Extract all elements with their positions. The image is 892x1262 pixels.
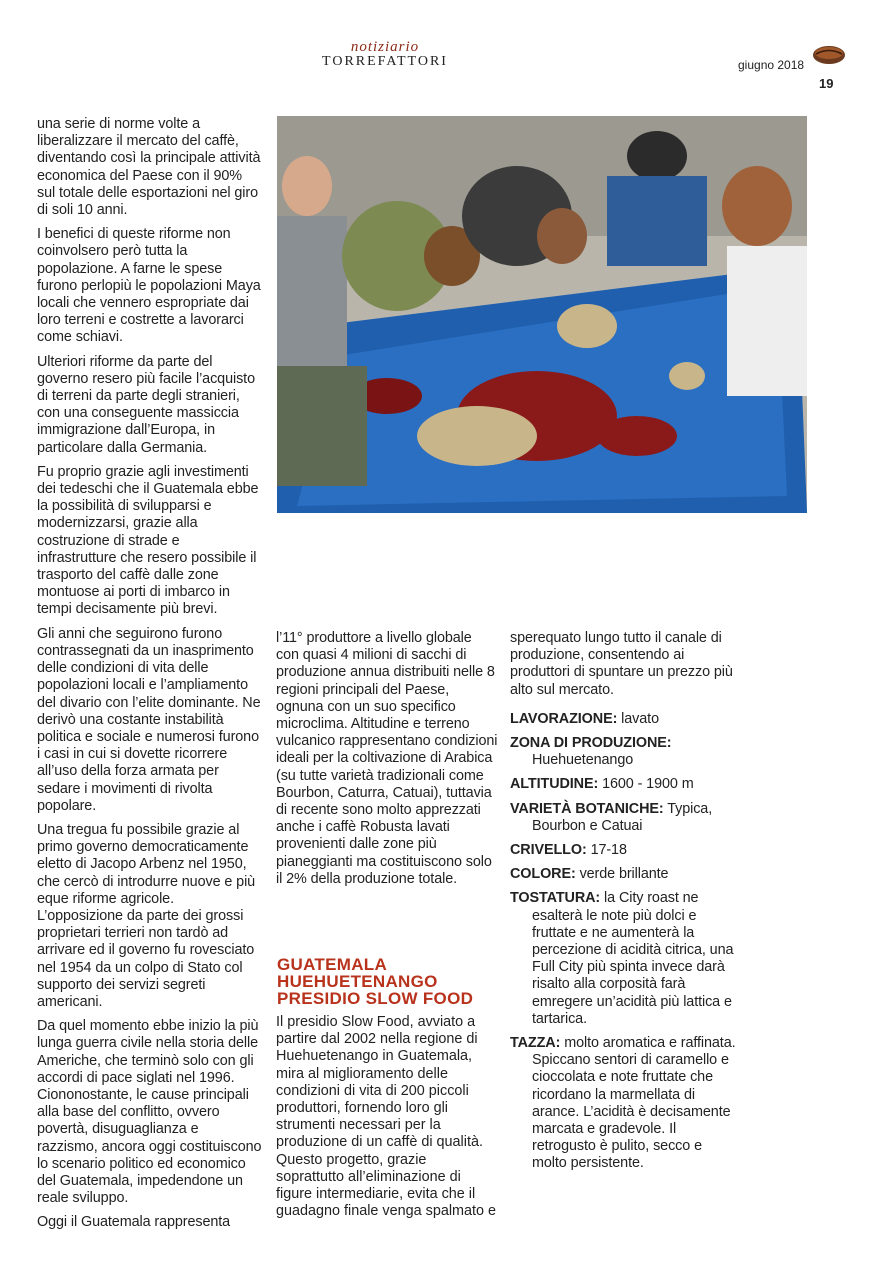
paragraph: sperequato lungo tutto il canale di produzione, consentendo ai produttori di spuntare un prezzo più alto sul mercato. <box>510 630 733 698</box>
spec-label: COLORE: <box>510 866 576 883</box>
spec-tostatura <box>510 890 740 1028</box>
paragraph: Gli anni che seguirono furono contrassegnati da un inasprimento delle condizioni di vita delle popolazioni locali e l’ampliamento del divario con l’elite dominante. Ne derivò una costante instabilità politica e sociale e numerosi furono i casi in cui si dovette ricorrere all’uso della forza armata per sedare i movimenti di rivolta popolare. <box>37 625 261 814</box>
spec-label: CRIVELLO: <box>510 842 587 859</box>
spec-value: 1600 - 1900 m <box>602 776 694 793</box>
spec-value: Huehuetenango <box>532 752 634 769</box>
issue-date: giugno 2018 <box>738 58 805 72</box>
section-title-line: PRESIDIO SLOW FOOD <box>277 989 474 1008</box>
paragraph: Da quel momento ebbe inizio la più lunga guerra civile nella storia delle Americhe, che terminò solo con gli accordi di pace siglati nel 1996. Ciononostante, le cause principali alla base del conflitto, ovvero povertà, disuguaglianza e razzismo, ancora oggi costituiscono lo scenario politico ed economico del Guatemala, impedendone un reale sviluppo. <box>37 1018 262 1207</box>
section-title-line: HUEHUETENANGO <box>277 972 438 991</box>
spec-varieta <box>510 801 740 835</box>
spec-value: 17-18 <box>590 842 627 859</box>
section-title <box>277 956 502 1007</box>
spec-label: LAVORAZIONE: <box>510 710 618 727</box>
masthead-bottom: TORREFATTORI <box>322 54 448 69</box>
spec-tazza <box>510 1035 740 1173</box>
section-title-line: GUATEMALA <box>277 955 388 974</box>
paragraph: l’11° produttore a livello globale con quasi 4 milioni di sacchi di produzione annua distribuiti nelle 8 regioni principali del Paese, ognuna con un suo specifico microclima. Altitudine e terreno vulcanico rappresentano condizioni ideali per la coltivazione di Arabica (su tutte varietà tradizionali come Bourbon, Caturra, Catuai), tuttavia di recente sono molto apprezzati anche i caffè Robusta lavati provenienti dalle zone più pianeggianti ma costituiscono solo il 2% della produzione totale. <box>276 630 498 887</box>
spec-lavorazione <box>510 711 740 728</box>
spec-value: la City roast ne esalterà le note più dolci e fruttate e ne aumenterà la percezione di acidità citrica, una Full City più spinta invece darà risalto alla corposità farà emregere un’acidità più lattica e tartarica. <box>532 890 734 1027</box>
slow-food-text <box>276 1014 498 1220</box>
column-2 <box>276 630 498 895</box>
masthead-top: notiziario <box>350 39 420 55</box>
spec-label: VARIETÀ BOTANICHE: <box>510 800 664 817</box>
paragraph: Ulteriori riforme da parte del governo resero più facile l’acquisto di terreni da parte degli stranieri, con una conseguente massiccia immigrazione dall’Europa, in particolare dalla Germania. <box>37 353 255 456</box>
paragraph: una serie di norme volte a liberalizzare il mercato del caffè, diventando così la principale attività economica del Paese con il 90% sul totale delle esportazioni nel giro di soli 10 anni. <box>37 116 261 219</box>
paragraph: Una tregua fu possibile grazie al primo governo democraticamente eletto di Jacopo Arbenz nel 1950, che cercò di introdurre nuove e più eque riforme agricole. L’opposizione da parte dei grossi proprietari terrieri non tardò ad arrivare ed il governo fu rovesciato nel 1954 da un colpo di Stato col supporto dei servizi segreti americani. <box>37 821 256 1010</box>
column-1 <box>37 116 262 1239</box>
masthead <box>300 40 470 70</box>
paragraph: I benefici di queste riforme non coinvolsero però tutta la popolazione. A farne le spese furono perlopiù le popolazioni Maya locali che vennero espropriate dai loro terreni e costrette a lavorarci come schiavi. <box>37 226 261 346</box>
spec-value: molto aromatica e raffinata. Spiccano sentori di caramello e cioccolata e note fruttate che ricordano la marmellata di arance. L’acidità è decisamente marcata e gradevole. Il retrogusto è pulito, secco e molto persistente. <box>532 1035 736 1172</box>
spec-label: ALTITUDINE: <box>510 776 599 793</box>
spec-value: lavato <box>621 710 659 727</box>
spec-value: Typica, Bourbon e Catuai <box>532 800 713 834</box>
paragraph: Fu proprio grazie agli investimenti dei tedeschi che il Guatemala ebbe la possibilità di svilupparsi e modernizzarsi, grazie alla costruzione di strade e infrastrutture che resero possibile il trasporto del caffè dalle zone montuose ai porti di imbarco in tempi decisamente più brevi. <box>37 463 259 618</box>
paragraph: Oggi il Guatemala rappresenta <box>37 1214 231 1231</box>
spec-label: ZONA DI PRODUZIONE: <box>510 735 672 752</box>
spec-label: TAZZA: <box>510 1035 561 1052</box>
spec-label: TOSTATURA: <box>510 890 601 907</box>
spec-zona <box>510 735 740 769</box>
spec-colore <box>510 866 740 883</box>
coffee-sorting-photo <box>277 116 807 513</box>
column-3 <box>510 630 740 1180</box>
paragraph: Il presidio Slow Food, avviato a partire dal 2002 nella regione di Huehuetenango in Guatemala, mira al miglioramento delle condizioni di vita di 200 piccoli produttori, fornendo loro gli strumenti necessari per la produzione di un caffè di qualità. Questo progetto, grazie soprattutto all’eliminazione di figure intermediarie, evita che il guadagno finale venga spalmato e <box>276 1014 497 1220</box>
spec-value: verde brillante <box>579 866 669 883</box>
spec-altitudine <box>510 776 740 793</box>
page-number: 19 <box>819 76 834 91</box>
coffee-bean-icon <box>812 44 846 66</box>
spec-crivello <box>510 842 740 859</box>
